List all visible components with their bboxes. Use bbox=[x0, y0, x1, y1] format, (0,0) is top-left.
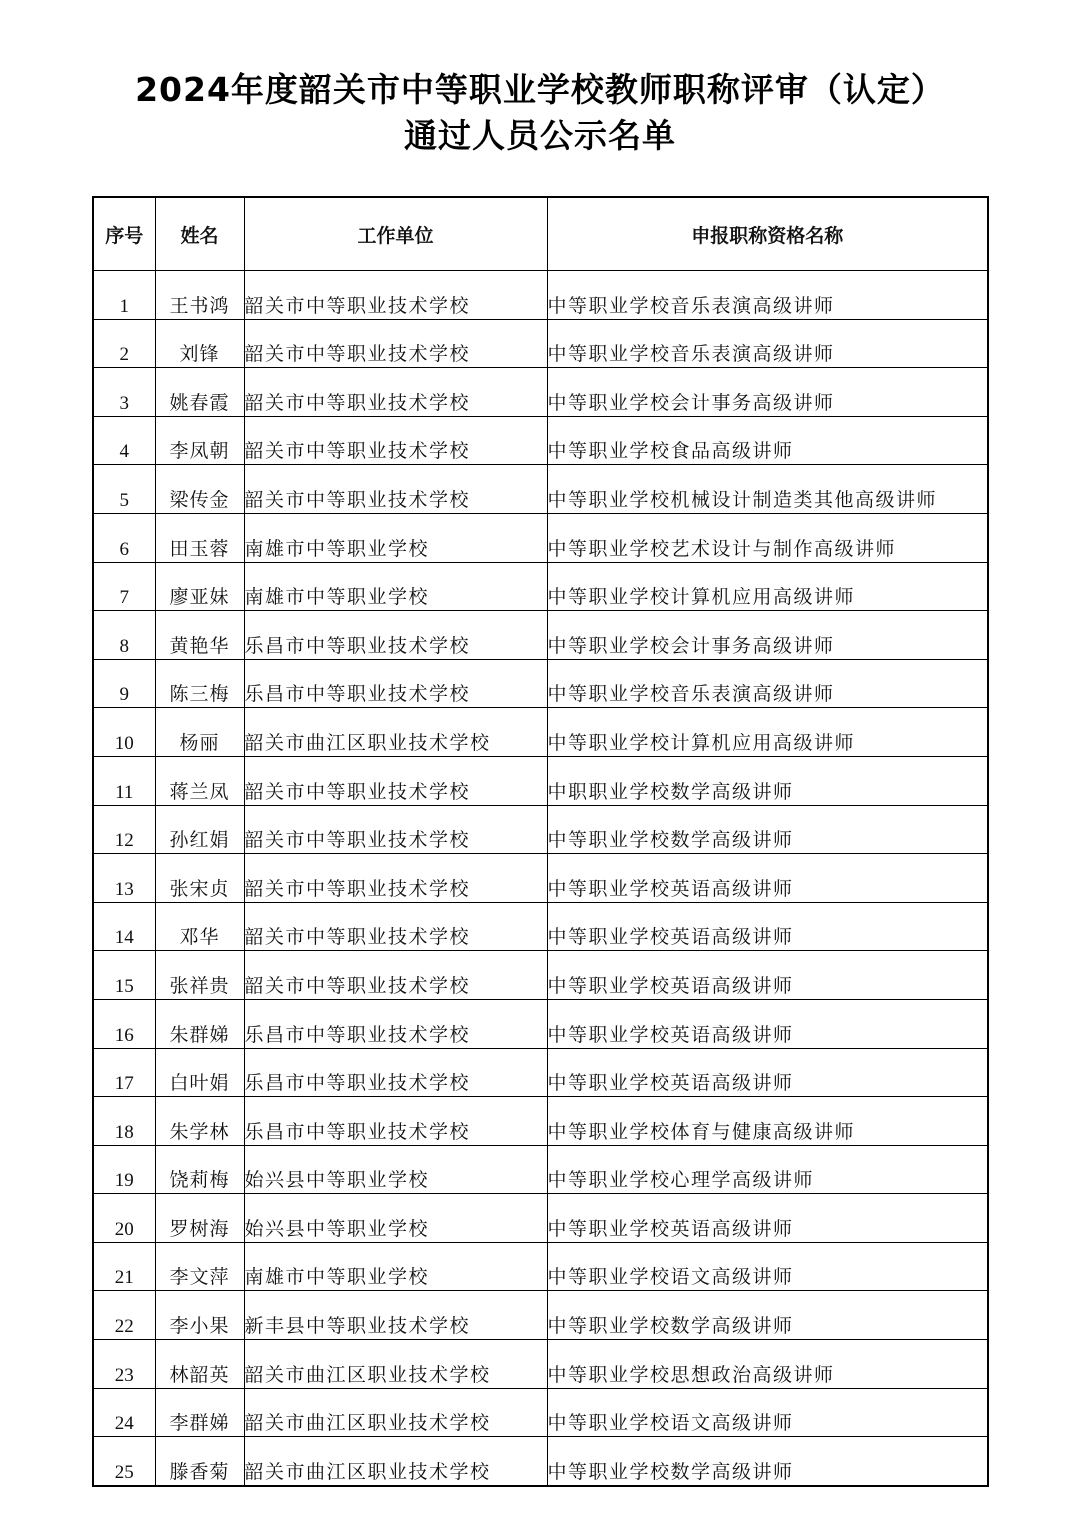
cell-serial-number-container bbox=[93, 465, 155, 514]
cell-serial-number-container bbox=[93, 1145, 155, 1194]
cell-work-unit: 始兴县中等职业学校 bbox=[244, 1217, 430, 1240]
cell-name-container bbox=[155, 1340, 244, 1389]
cell-name: 黄艳华 bbox=[169, 634, 230, 657]
cell-serial-number-container bbox=[93, 562, 155, 611]
cell-work-unit: 南雄市中等职业学校 bbox=[244, 537, 430, 560]
cell-work-unit-container bbox=[244, 319, 547, 368]
cell-serial-number: 22 bbox=[114, 1316, 134, 1338]
cell-serial-number: 4 bbox=[119, 441, 129, 463]
cell-work-unit-container bbox=[244, 368, 547, 417]
cell-work-unit: 乐昌市中等职业技术学校 bbox=[244, 1072, 471, 1095]
cell-name: 饶莉梅 bbox=[169, 1169, 230, 1192]
cell-serial-number: 17 bbox=[114, 1073, 134, 1095]
table-body bbox=[93, 271, 988, 1486]
cell-name-container bbox=[155, 1145, 244, 1194]
cell-work-unit-container bbox=[244, 1242, 547, 1291]
cell-serial-number: 13 bbox=[114, 878, 134, 900]
cell-name: 梁传金 bbox=[169, 488, 230, 511]
cell-applied-title: 中等职业学校数学高级讲师 bbox=[547, 1315, 794, 1338]
cell-serial-number-container bbox=[93, 1242, 155, 1291]
cell-serial-number-container bbox=[93, 708, 155, 757]
cell-applied-title-container bbox=[547, 1048, 988, 1097]
table-row bbox=[93, 805, 988, 854]
cell-applied-title-container bbox=[547, 1340, 988, 1389]
cell-serial-number-container bbox=[93, 319, 155, 368]
cell-work-unit: 始兴县中等职业学校 bbox=[244, 1169, 430, 1192]
cell-work-unit-container bbox=[244, 999, 547, 1048]
cell-applied-title: 中等职业学校艺术设计与制作高级讲师 bbox=[547, 537, 897, 560]
cell-work-unit-container bbox=[244, 562, 547, 611]
cell-applied-title-container bbox=[547, 1437, 988, 1486]
cell-applied-title: 中等职业学校会计事务高级讲师 bbox=[547, 391, 835, 414]
cell-name: 杨丽 bbox=[179, 731, 220, 754]
table-row bbox=[93, 1048, 988, 1097]
cell-serial-number: 15 bbox=[114, 975, 134, 997]
cell-name-container bbox=[155, 854, 244, 903]
cell-name-container bbox=[155, 902, 244, 951]
cell-name-container bbox=[155, 805, 244, 854]
header-serial-number: 序号 bbox=[93, 197, 155, 271]
table-header bbox=[93, 197, 988, 271]
cell-applied-title: 中等职业学校音乐表演高级讲师 bbox=[547, 683, 835, 706]
cell-work-unit-container bbox=[244, 513, 547, 562]
cell-name: 白叶娟 bbox=[169, 1072, 230, 1095]
cell-applied-title-container bbox=[547, 902, 988, 951]
cell-work-unit: 韶关市曲江区职业技术学校 bbox=[244, 1363, 491, 1386]
document-title-line-2: 通过人员公示名单 bbox=[404, 116, 676, 155]
table-row bbox=[93, 1388, 988, 1437]
cell-name-container bbox=[155, 1242, 244, 1291]
cell-name-container bbox=[155, 951, 244, 1000]
cell-serial-number: 2 bbox=[119, 344, 129, 366]
cell-name-container bbox=[155, 1097, 244, 1146]
cell-work-unit: 韶关市中等职业技术学校 bbox=[244, 343, 471, 366]
cell-serial-number: 1 bbox=[119, 295, 129, 317]
cell-name: 姚春霞 bbox=[169, 391, 230, 414]
table-row bbox=[93, 1097, 988, 1146]
cell-name-container bbox=[155, 513, 244, 562]
cell-name-container bbox=[155, 1048, 244, 1097]
cell-work-unit: 韶关市中等职业技术学校 bbox=[244, 974, 471, 997]
cell-name-container bbox=[155, 1388, 244, 1437]
cell-applied-title-container bbox=[547, 1194, 988, 1243]
cell-serial-number-container bbox=[93, 611, 155, 660]
cell-name: 罗树海 bbox=[169, 1217, 230, 1240]
cell-applied-title-container bbox=[547, 319, 988, 368]
cell-name: 邓华 bbox=[179, 926, 220, 949]
cell-work-unit: 韶关市中等职业技术学校 bbox=[244, 488, 471, 511]
table-row bbox=[93, 611, 988, 660]
cell-work-unit: 韶关市中等职业技术学校 bbox=[244, 391, 471, 414]
cell-applied-title-container bbox=[547, 1291, 988, 1340]
header-name: 姓名 bbox=[155, 197, 244, 271]
cell-work-unit-container bbox=[244, 1340, 547, 1389]
cell-serial-number: 23 bbox=[114, 1364, 134, 1386]
table-row bbox=[93, 416, 988, 465]
cell-serial-number-container bbox=[93, 805, 155, 854]
cell-work-unit: 韶关市曲江区职业技术学校 bbox=[244, 1412, 491, 1435]
cell-applied-title-container bbox=[547, 708, 988, 757]
cell-serial-number-container bbox=[93, 999, 155, 1048]
cell-name-container bbox=[155, 368, 244, 417]
cell-serial-number: 21 bbox=[114, 1267, 134, 1289]
cell-applied-title: 中等职业学校数学高级讲师 bbox=[547, 1460, 794, 1483]
cell-applied-title-container bbox=[547, 1145, 988, 1194]
cell-work-unit: 乐昌市中等职业技术学校 bbox=[244, 683, 471, 706]
cell-name: 孙红娟 bbox=[169, 829, 230, 852]
cell-serial-number: 19 bbox=[114, 1170, 134, 1192]
cell-applied-title-container bbox=[547, 1242, 988, 1291]
cell-name-container bbox=[155, 659, 244, 708]
cell-work-unit: 新丰县中等职业技术学校 bbox=[244, 1315, 471, 1338]
cell-applied-title: 中等职业学校计算机应用高级讲师 bbox=[547, 731, 856, 754]
cell-applied-title-container bbox=[547, 951, 988, 1000]
cell-name-container bbox=[155, 756, 244, 805]
cell-name: 王书鸿 bbox=[169, 294, 230, 317]
cell-applied-title: 中等职业学校音乐表演高级讲师 bbox=[547, 294, 835, 317]
table-row bbox=[93, 1340, 988, 1389]
cell-serial-number-container bbox=[93, 659, 155, 708]
header-work-unit: 工作单位 bbox=[244, 197, 547, 271]
cell-serial-number-container bbox=[93, 1194, 155, 1243]
cell-work-unit: 韶关市曲江区职业技术学校 bbox=[244, 731, 491, 754]
table-row bbox=[93, 659, 988, 708]
cell-name: 刘锋 bbox=[179, 343, 220, 366]
cell-serial-number: 25 bbox=[114, 1461, 134, 1483]
cell-work-unit-container bbox=[244, 1437, 547, 1486]
table-row bbox=[93, 465, 988, 514]
cell-applied-title: 中等职业学校英语高级讲师 bbox=[547, 1023, 794, 1046]
cell-applied-title-container bbox=[547, 1388, 988, 1437]
cell-name: 陈三梅 bbox=[169, 683, 230, 706]
cell-name-container bbox=[155, 319, 244, 368]
cell-serial-number: 8 bbox=[119, 635, 129, 657]
cell-serial-number-container bbox=[93, 368, 155, 417]
cell-serial-number: 14 bbox=[114, 927, 134, 949]
cell-work-unit: 韶关市中等职业技术学校 bbox=[244, 829, 471, 852]
cell-work-unit-container bbox=[244, 1048, 547, 1097]
table-row bbox=[93, 951, 988, 1000]
cell-name-container bbox=[155, 611, 244, 660]
cell-name: 田玉蓉 bbox=[169, 537, 230, 560]
cell-name-container bbox=[155, 1291, 244, 1340]
cell-applied-title-container bbox=[547, 611, 988, 660]
cell-name: 朱学林 bbox=[169, 1120, 230, 1143]
cell-applied-title: 中等职业学校计算机应用高级讲师 bbox=[547, 586, 856, 609]
cell-name: 李群娣 bbox=[169, 1412, 230, 1435]
cell-applied-title: 中等职业学校英语高级讲师 bbox=[547, 877, 794, 900]
table-row bbox=[93, 1194, 988, 1243]
table-row bbox=[93, 1242, 988, 1291]
roster-table bbox=[92, 196, 989, 1487]
cell-applied-title: 中等职业学校数学高级讲师 bbox=[547, 829, 794, 852]
cell-serial-number: 18 bbox=[114, 1121, 134, 1143]
cell-serial-number: 11 bbox=[115, 781, 134, 803]
cell-serial-number-container bbox=[93, 1097, 155, 1146]
table-row bbox=[93, 902, 988, 951]
cell-work-unit-container bbox=[244, 271, 547, 320]
cell-applied-title: 中等职业学校音乐表演高级讲师 bbox=[547, 343, 835, 366]
cell-work-unit-container bbox=[244, 1291, 547, 1340]
cell-work-unit-container bbox=[244, 611, 547, 660]
cell-work-unit-container bbox=[244, 951, 547, 1000]
cell-applied-title-container bbox=[547, 1097, 988, 1146]
cell-name-container bbox=[155, 1437, 244, 1486]
cell-serial-number: 5 bbox=[119, 489, 129, 511]
document-title-line-1: 2024年度韶关市中等职业学校教师职称评审（认定） bbox=[135, 70, 945, 109]
table-row bbox=[93, 999, 988, 1048]
cell-serial-number: 9 bbox=[119, 684, 129, 706]
cell-applied-title-container bbox=[547, 465, 988, 514]
cell-work-unit-container bbox=[244, 465, 547, 514]
cell-applied-title: 中等职业学校体育与健康高级讲师 bbox=[547, 1120, 856, 1143]
cell-serial-number: 6 bbox=[119, 538, 129, 560]
cell-name: 朱群娣 bbox=[169, 1023, 230, 1046]
table-row bbox=[93, 1145, 988, 1194]
cell-applied-title-container bbox=[547, 999, 988, 1048]
cell-work-unit-container bbox=[244, 1388, 547, 1437]
cell-work-unit-container bbox=[244, 416, 547, 465]
header-row bbox=[93, 197, 988, 271]
cell-serial-number-container bbox=[93, 513, 155, 562]
table-row bbox=[93, 562, 988, 611]
cell-applied-title-container bbox=[547, 513, 988, 562]
cell-work-unit: 南雄市中等职业学校 bbox=[244, 1266, 430, 1289]
cell-work-unit-container bbox=[244, 805, 547, 854]
cell-serial-number: 16 bbox=[114, 1024, 134, 1046]
cell-work-unit: 韶关市中等职业技术学校 bbox=[244, 294, 471, 317]
cell-name: 李凤朝 bbox=[169, 440, 230, 463]
cell-serial-number-container bbox=[93, 902, 155, 951]
cell-work-unit-container bbox=[244, 1194, 547, 1243]
cell-work-unit-container bbox=[244, 659, 547, 708]
cell-applied-title: 中等职业学校英语高级讲师 bbox=[547, 1072, 794, 1095]
table-row bbox=[93, 513, 988, 562]
table-row bbox=[93, 756, 988, 805]
cell-work-unit-container bbox=[244, 854, 547, 903]
cell-name-container bbox=[155, 999, 244, 1048]
cell-name-container bbox=[155, 465, 244, 514]
cell-work-unit: 乐昌市中等职业技术学校 bbox=[244, 1023, 471, 1046]
cell-serial-number-container bbox=[93, 1340, 155, 1389]
cell-applied-title: 中等职业学校思想政治高级讲师 bbox=[547, 1363, 835, 1386]
cell-serial-number: 3 bbox=[119, 392, 129, 414]
table-row bbox=[93, 271, 988, 320]
cell-applied-title: 中职职业学校数学高级讲师 bbox=[547, 780, 794, 803]
cell-work-unit-container bbox=[244, 902, 547, 951]
cell-applied-title-container bbox=[547, 805, 988, 854]
cell-name: 廖亚妹 bbox=[169, 586, 230, 609]
cell-work-unit-container bbox=[244, 756, 547, 805]
cell-work-unit: 韶关市中等职业技术学校 bbox=[244, 926, 471, 949]
cell-applied-title: 中等职业学校语文高级讲师 bbox=[547, 1266, 794, 1289]
header-applied-title: 申报职称资格名称 bbox=[547, 197, 988, 271]
cell-work-unit-container bbox=[244, 1145, 547, 1194]
cell-serial-number: 7 bbox=[119, 587, 129, 609]
cell-serial-number: 20 bbox=[114, 1218, 134, 1240]
cell-name-container bbox=[155, 416, 244, 465]
cell-name-container bbox=[155, 1194, 244, 1243]
table-row bbox=[93, 1437, 988, 1486]
cell-serial-number: 10 bbox=[114, 732, 134, 754]
cell-work-unit-container bbox=[244, 1097, 547, 1146]
cell-name: 张宋贞 bbox=[169, 877, 230, 900]
cell-work-unit-container bbox=[244, 708, 547, 757]
cell-work-unit: 韶关市中等职业技术学校 bbox=[244, 440, 471, 463]
cell-name-container bbox=[155, 271, 244, 320]
cell-name: 李小果 bbox=[169, 1315, 230, 1338]
cell-serial-number-container bbox=[93, 1048, 155, 1097]
cell-applied-title: 中等职业学校食品高级讲师 bbox=[547, 440, 794, 463]
cell-applied-title: 中等职业学校英语高级讲师 bbox=[547, 1217, 794, 1240]
cell-serial-number: 24 bbox=[114, 1413, 134, 1435]
cell-applied-title-container bbox=[547, 854, 988, 903]
cell-applied-title-container bbox=[547, 756, 988, 805]
cell-name: 林韶英 bbox=[169, 1363, 230, 1386]
cell-name: 张祥贵 bbox=[169, 974, 230, 997]
cell-serial-number-container bbox=[93, 756, 155, 805]
cell-applied-title: 中等职业学校语文高级讲师 bbox=[547, 1412, 794, 1435]
cell-applied-title: 中等职业学校英语高级讲师 bbox=[547, 926, 794, 949]
cell-name-container bbox=[155, 562, 244, 611]
cell-applied-title-container bbox=[547, 416, 988, 465]
table-row bbox=[93, 1291, 988, 1340]
cell-serial-number-container bbox=[93, 271, 155, 320]
cell-applied-title-container bbox=[547, 368, 988, 417]
cell-name: 蒋兰凤 bbox=[169, 780, 230, 803]
table-row bbox=[93, 319, 988, 368]
cell-work-unit: 韶关市曲江区职业技术学校 bbox=[244, 1460, 491, 1483]
cell-serial-number-container bbox=[93, 1291, 155, 1340]
cell-applied-title: 中等职业学校机械设计制造类其他高级讲师 bbox=[547, 488, 938, 511]
cell-serial-number-container bbox=[93, 1388, 155, 1437]
cell-serial-number-container bbox=[93, 1437, 155, 1486]
cell-applied-title-container bbox=[547, 271, 988, 320]
table-row bbox=[93, 368, 988, 417]
cell-work-unit: 韶关市中等职业技术学校 bbox=[244, 877, 471, 900]
table-row bbox=[93, 854, 988, 903]
cell-serial-number-container bbox=[93, 854, 155, 903]
cell-work-unit: 韶关市中等职业技术学校 bbox=[244, 780, 471, 803]
table-row bbox=[93, 708, 988, 757]
cell-name-container bbox=[155, 708, 244, 757]
cell-work-unit: 乐昌市中等职业技术学校 bbox=[244, 634, 471, 657]
cell-applied-title-container bbox=[547, 562, 988, 611]
cell-applied-title: 中等职业学校心理学高级讲师 bbox=[547, 1169, 815, 1192]
cell-applied-title-container bbox=[547, 659, 988, 708]
cell-name: 李文萍 bbox=[169, 1266, 230, 1289]
cell-applied-title: 中等职业学校英语高级讲师 bbox=[547, 974, 794, 997]
cell-applied-title: 中等职业学校会计事务高级讲师 bbox=[547, 634, 835, 657]
cell-serial-number: 12 bbox=[114, 830, 134, 852]
cell-work-unit: 乐昌市中等职业技术学校 bbox=[244, 1120, 471, 1143]
cell-serial-number-container bbox=[93, 951, 155, 1000]
cell-work-unit: 南雄市中等职业学校 bbox=[244, 586, 430, 609]
cell-serial-number-container bbox=[93, 416, 155, 465]
cell-name: 滕香菊 bbox=[169, 1460, 230, 1483]
